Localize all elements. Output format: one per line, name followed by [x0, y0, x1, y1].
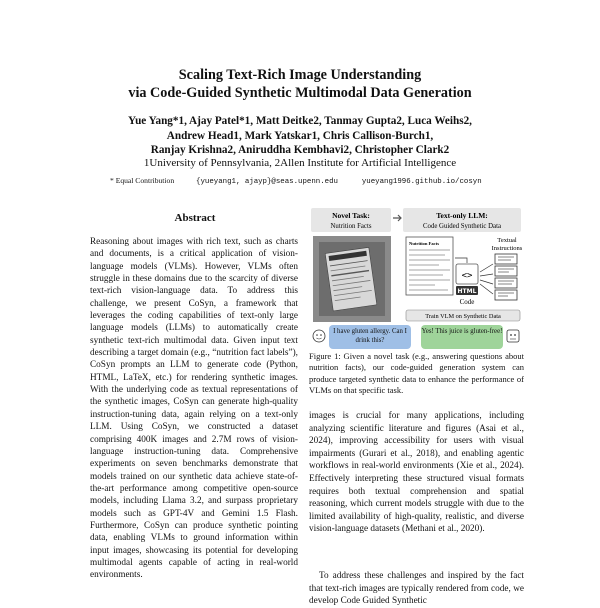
instruction-docs-icon: [495, 254, 517, 300]
code-label: Code: [459, 298, 475, 306]
header-arrow: [393, 215, 401, 221]
authors-line-3: Ranjay Krishna2, Aniruddha Kembhavi2, Christopher Clark2: [150, 144, 450, 157]
abstract-heading: Abstract: [174, 212, 216, 224]
synthetic-card-title: Nutrition Facts: [409, 241, 439, 246]
authors-line-2: Andrew Head1, Mark Yatskar1, Chris Callison-Burch1,: [166, 129, 434, 142]
textual-label: Textual: [497, 237, 517, 244]
model-answer-holder: [421, 326, 503, 349]
user-avatar-icon: [313, 330, 325, 342]
author-list: [70, 114, 530, 158]
intro-paragraph-2: To address these challenges and inspired by the fact that text-rich images are typically rendered from code, we develop Code Guided Synthetic: [309, 571, 524, 607]
llm-title: Text-only LLM:: [436, 211, 488, 220]
card-code-arrow: [455, 258, 467, 263]
author-emails[interactable]: {yueyang1, ajayp}@seas.upenn.edu: [196, 178, 338, 186]
paper-title: [60, 66, 540, 102]
robot-avatar-icon: [507, 330, 519, 342]
figure-1: [309, 206, 523, 356]
author-notes: [110, 176, 482, 187]
novel-task-sub: Nutrition Facts: [330, 223, 372, 230]
instruction-arrows: [480, 264, 493, 294]
photo-label: [325, 247, 377, 311]
affiliations: 1University of Pennsylvania, 2Allen Institute for Artificial Intelligence: [143, 157, 457, 169]
instructions-label: Instructions: [491, 245, 523, 252]
equal-contribution-note: * Equal Contribution: [110, 176, 175, 185]
train-vlm-label: Train VLM on Synthetic Data: [425, 313, 501, 320]
project-site-link[interactable]: yueyang1996.github.io/cosyn: [361, 178, 482, 186]
user-question-holder: [329, 326, 411, 349]
title-line-2: via Code-Guided Synthetic Multimodal Data Generation: [128, 85, 472, 101]
intro-paragraph-1: images is crucial for many applications, including analyzing scientific literature and figures (Asai et al., 2024), improving accessibility for users with visual impairments (Gurari et al., 2018), and enabling agentic workflows in real-world environments (Xie et al., 2024). Effectively interpreting these structured visual formats requires both textual comprehension and spatial reasoning, which current models struggle with due to the limited availability of high-quality, realistic, and diverse vision-language datasets (Methani et al., 2020).: [309, 411, 524, 535]
llm-sub: Code Guided Synthetic Data: [423, 223, 501, 230]
user-question-text: I have gluten allergy. Can I drink this?: [333, 328, 407, 344]
authors-line-1: Yue Yang*1, Ajay Patel*1, Matt Deitke2, Tanmay Gupta2, Luca Weihs2,: [128, 115, 472, 127]
html-label: HTML: [457, 288, 477, 295]
novel-task-title: Novel Task:: [332, 211, 370, 220]
code-brackets-icon: <>: [461, 271, 473, 281]
title-line-1: Scaling Text-Rich Image Understanding: [178, 67, 422, 83]
abstract-text: Reasoning about images with rich text, such as charts and documents, is a critical application of vision-language models (VLMs). However, VLMs often struggle in these domains due to the scarcity of diverse text-rich vision-language data. To address this challenge, we present CoSyn, a framework that leverages the coding capabilities of text-only large language models (LLMs) to automatically create synthetic text-rich multimodal data. Given input text describing a target domain (e.g., “nutrition fact labels”), CoSyn prompts an LLM to generate code (Python, HTML, LaTeX, etc.) for rendering synthetic images. With the underlying code as textual representations of the synthetic images, CoSyn can generate high-quality instruction-tuning data, again relying on a text-only LLM. Using CoSyn, we constructed a dataset comprising 400K images and 2.7M rows of vision-language instruction-tuning data. Comprehensive experiments on seven benchmarks demonstrate that models trained on our synthetic data achieve state-of-the-art performance among competitive open-source models, including Llama 3.2, and surpass proprietary models such as GPT-4V and Gemini 1.5 Flash. Furthermore, CoSyn can produce synthetic pointing data, enabling VLMs to ground information within input images, showcasing its potential for developing multimodal agents capable of acting in real-world environments.: [90, 237, 298, 581]
model-answer-text: Yes! This juice is gluten-free!: [421, 328, 503, 335]
figure-1-caption: Figure 1: Given a novel task (e.g., answering questions about nutrition facts), our code-guided generation system can produce targeted synthetic data to enhance the performance of VLMs on that specific task.: [309, 351, 524, 395]
